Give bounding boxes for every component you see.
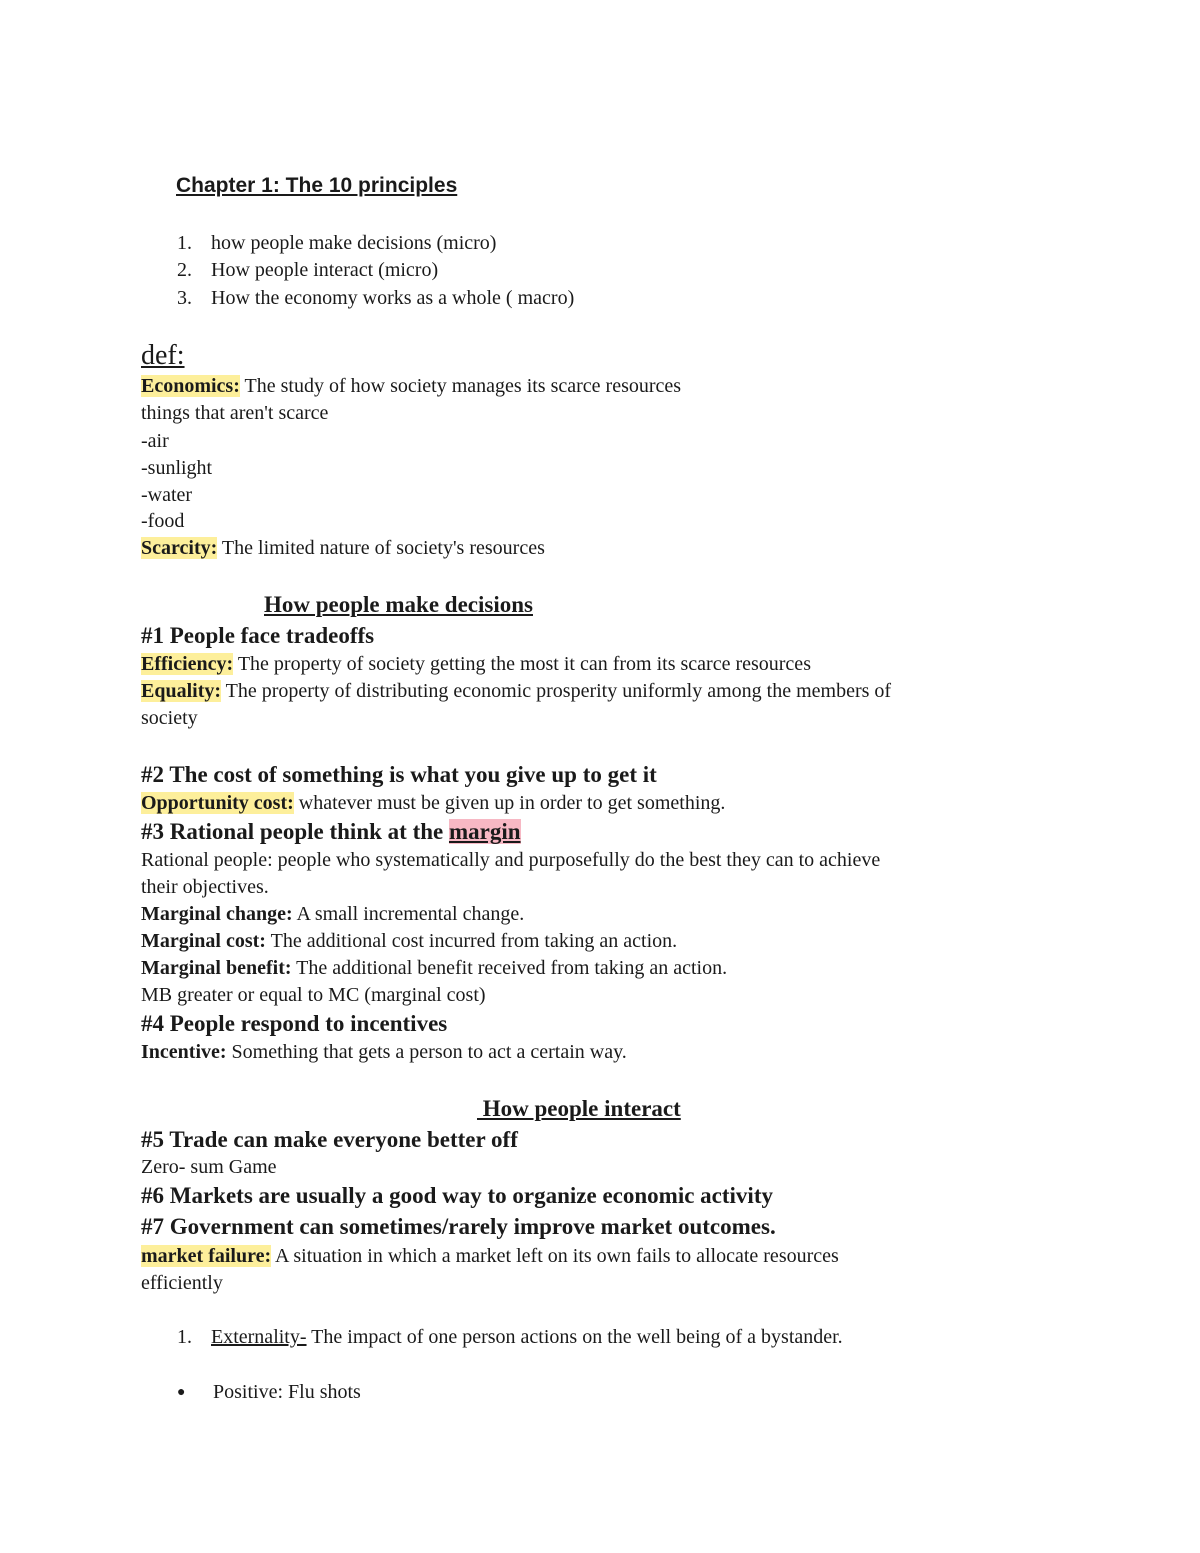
definition-marginal-benefit: [141, 956, 727, 980]
overview-item: [177, 258, 438, 282]
definition-text: The limited nature of society's resources: [217, 537, 545, 559]
not-scarce-item: -water: [141, 484, 193, 506]
definition-term: Incentive:: [141, 1041, 227, 1063]
list-text: How people interact (micro): [211, 259, 439, 281]
definition-equality: [141, 679, 891, 703]
definitions-heading: def:: [141, 340, 185, 371]
definition-text: The additional benefit received from taking an action.: [291, 957, 728, 979]
rational-people-line: Rational people: people who systematically and purposefully do the best they can to achieve: [141, 849, 881, 871]
section-heading-decisions: How people make decisions: [264, 592, 533, 617]
definition-term: Economics:: [141, 375, 240, 397]
not-scarce-item: -food: [141, 510, 185, 532]
bullet-item: [177, 1380, 361, 1405]
list-text: how people make decisions (micro): [211, 232, 497, 254]
definition-text: society: [141, 707, 198, 729]
list-number: 3.: [177, 287, 192, 309]
rational-people-line: their objectives.: [141, 876, 269, 898]
principle-heading: #5 Trade can make everyone better off: [141, 1127, 518, 1152]
definition-text: The study of how society manages its scarce resources: [239, 375, 682, 397]
principle-heading: [141, 818, 521, 846]
page-title: Chapter 1: The 10 principles: [176, 174, 458, 197]
bullet-icon: ●: [177, 1385, 186, 1400]
definition-text: A situation in which a market left on its own fails to allocate resources: [271, 1245, 839, 1267]
definition-text: The property of distributing economic prosperity uniformly among the members of: [221, 680, 892, 702]
highlighted-word: margin: [448, 819, 521, 844]
principle-heading: #6 Markets are usually a good way to organize economic activity: [141, 1183, 773, 1208]
principle-heading: #2 The cost of something is what you give up to get it: [141, 762, 657, 787]
definition-scarcity: [141, 536, 545, 560]
definition-equality-continued: [141, 706, 198, 730]
definition-economics: [141, 374, 681, 398]
definition-term: Marginal change:: [141, 903, 293, 925]
definition-term: Marginal benefit:: [141, 957, 292, 979]
zero-sum-note: Zero- sum Game: [141, 1156, 277, 1178]
definition-incentive: [141, 1040, 627, 1064]
definition-marginal-cost: [141, 929, 677, 953]
definition-market-failure: [141, 1244, 839, 1268]
overview-item: [177, 286, 574, 310]
definition-text: Something that gets a person to act a certain way.: [226, 1041, 627, 1063]
definition-text: The property of society getting the most it can from its scarce resources: [233, 653, 811, 675]
definition-term: market failure:: [141, 1245, 272, 1267]
overview-item: [177, 231, 496, 255]
list-number: 1.: [177, 1326, 192, 1348]
definition-term: Equality:: [141, 680, 222, 702]
definition-text: A small incremental change.: [292, 903, 525, 925]
definition-opportunity-cost: [141, 791, 725, 815]
definition-term: Scarcity:: [141, 537, 218, 559]
section-heading-interact: How people interact: [477, 1096, 681, 1121]
definition-efficiency: [141, 652, 811, 676]
externality-text: The impact of one person actions on the well being of a bystander.: [306, 1326, 843, 1348]
principle-heading: #1 People face tradeoffs: [141, 623, 375, 648]
principle-text: #3 Rational people think at the: [141, 819, 449, 844]
definition-text: whatever must be given up in order to get something.: [293, 792, 726, 814]
definition-text: The additional cost incurred from taking an action.: [265, 930, 678, 952]
definition-term: Efficiency:: [141, 653, 234, 675]
principle-heading: #4 People respond to incentives: [141, 1011, 448, 1036]
not-scarce-label: things that aren't scarce: [141, 402, 329, 424]
mb-mc-note: MB greater or equal to MC (marginal cost): [141, 984, 486, 1006]
not-scarce-item: -sunlight: [141, 457, 213, 479]
definition-term: Marginal cost:: [141, 930, 266, 952]
definition-term: Opportunity cost:: [141, 792, 294, 814]
list-number: 2.: [177, 259, 192, 281]
principle-heading: #7 Government can sometimes/rarely improve market outcomes.: [141, 1214, 776, 1239]
bullet-text: Positive: Flu shots: [213, 1381, 361, 1403]
externality-term: Externality-: [211, 1326, 307, 1348]
list-number: 1.: [177, 232, 192, 254]
externality-item: [177, 1325, 843, 1349]
definition-marginal-change: [141, 902, 524, 926]
not-scarce-item: -air: [141, 430, 169, 452]
list-text: How the economy works as a whole ( macro): [211, 287, 575, 309]
definition-market-failure-continued: efficiently: [141, 1272, 223, 1294]
